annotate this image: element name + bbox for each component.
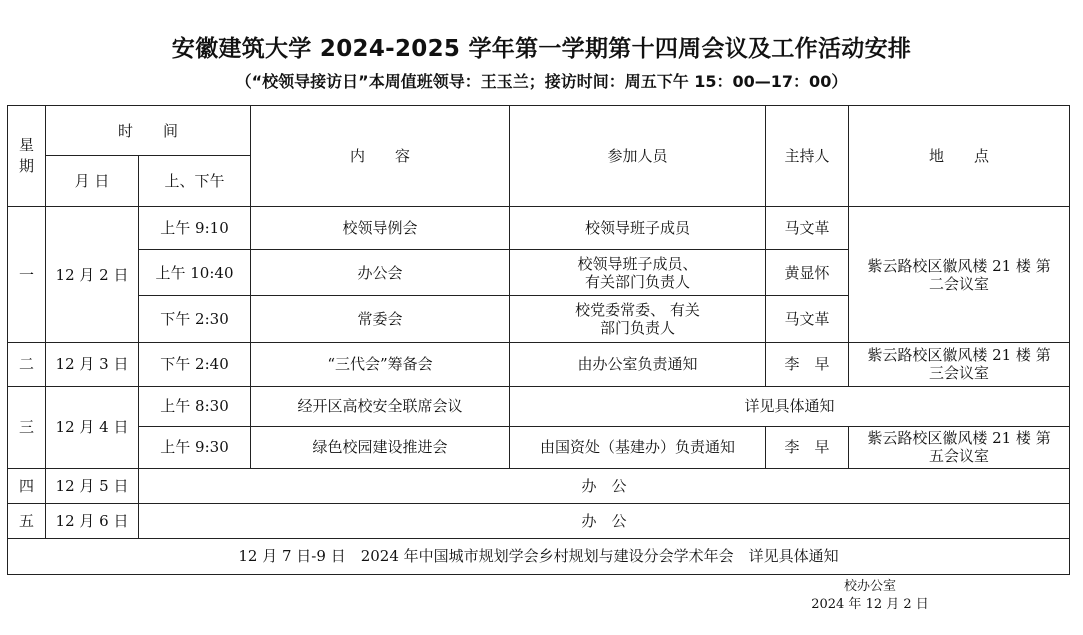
time-cell: 下午 2:40 xyxy=(139,343,251,386)
header-period: 上、下午 xyxy=(139,156,251,207)
content-cell: “三代会”筹备会 xyxy=(251,343,510,386)
content-cell: 经开区高校安全联席会议 xyxy=(251,386,510,426)
document-subtitle: （“校领导接访日”本周值班领导：王玉兰；接访时间：周五下午 15：00—17：00） xyxy=(235,72,848,91)
location-cell: 紫云路校区徽风楼 21 楼 第二会议室 xyxy=(849,207,1070,343)
table-row xyxy=(8,386,1070,426)
footer-office: 校办公室 xyxy=(843,579,896,594)
office-cell: 办 公 xyxy=(139,468,1070,503)
table-row xyxy=(8,207,1070,250)
participants-cell: 校领导班子成员、 有关部门负责人 xyxy=(510,250,766,296)
date-cell: 12 月 5 日 xyxy=(46,468,139,503)
header-date: 月 日 xyxy=(46,156,139,207)
table-row xyxy=(8,426,1070,468)
location-cell: 紫云路校区徽风楼 21 楼 第三会议室 xyxy=(849,343,1070,386)
time-cell: 上午 8:30 xyxy=(139,386,251,426)
table-row xyxy=(8,503,1070,538)
date-cell: 12 月 2 日 xyxy=(46,207,139,343)
content-cell: 绿色校园建设推进会 xyxy=(251,426,510,468)
header-participants: 参加人员 xyxy=(510,106,766,207)
weekday-cell: 二 xyxy=(8,343,46,386)
table-row xyxy=(8,468,1070,503)
weekday-cell: 一 xyxy=(8,207,46,343)
table-row xyxy=(8,343,1070,386)
time-cell: 上午 9:10 xyxy=(139,207,251,250)
merged-details-cell: 详见具体通知 xyxy=(510,386,1070,426)
note-cell: 12 月 7 日-9 日 2024 年中国城市规划学会乡村规划与建设分会学术年会 详见具体通知 xyxy=(8,538,1070,574)
host-cell: 马文革 xyxy=(766,296,849,343)
content-cell: 校领导例会 xyxy=(251,207,510,250)
host-cell: 黄显怀 xyxy=(766,250,849,296)
host-cell: 李 早 xyxy=(766,426,849,468)
location-cell: 紫云路校区徽风楼 21 楼 第五会议室 xyxy=(849,426,1070,468)
document-title: 安徽建筑大学 2024-2025 学年第一学期第十四周会议及工作活动安排 xyxy=(171,36,912,62)
header-host: 主持人 xyxy=(766,106,849,207)
date-cell: 12 月 4 日 xyxy=(46,386,139,468)
header-time: 时 间 xyxy=(46,106,251,156)
header-row-top xyxy=(8,106,1070,156)
note-row xyxy=(8,538,1070,574)
date-cell: 12 月 6 日 xyxy=(46,503,139,538)
time-cell: 下午 2:30 xyxy=(139,296,251,343)
office-cell: 办 公 xyxy=(139,503,1070,538)
weekday-cell: 三 xyxy=(8,386,46,468)
content-cell: 常委会 xyxy=(251,296,510,343)
participants-cell: 由办公室负责通知 xyxy=(510,343,766,386)
host-cell: 李 早 xyxy=(766,343,849,386)
header-content: 内 容 xyxy=(251,106,510,207)
content-cell: 办公会 xyxy=(251,250,510,296)
time-cell: 上午 10:40 xyxy=(139,250,251,296)
weekday-cell: 四 xyxy=(8,468,46,503)
weekday-cell: 五 xyxy=(8,503,46,538)
header-weekday: 星 期 xyxy=(8,106,46,207)
date-cell: 12 月 3 日 xyxy=(46,343,139,386)
schedule-table xyxy=(7,105,1070,575)
header-location: 地 点 xyxy=(849,106,1070,207)
footer-date: 2024 年 12 月 2 日 xyxy=(811,597,929,612)
time-cell: 上午 9:30 xyxy=(139,426,251,468)
participants-cell: 校领导班子成员 xyxy=(510,207,766,250)
participants-cell: 由国资处（基建办）负责通知 xyxy=(510,426,766,468)
participants-cell: 校党委常委、 有关部门负责人 xyxy=(510,296,766,343)
host-cell: 马文革 xyxy=(766,207,849,250)
